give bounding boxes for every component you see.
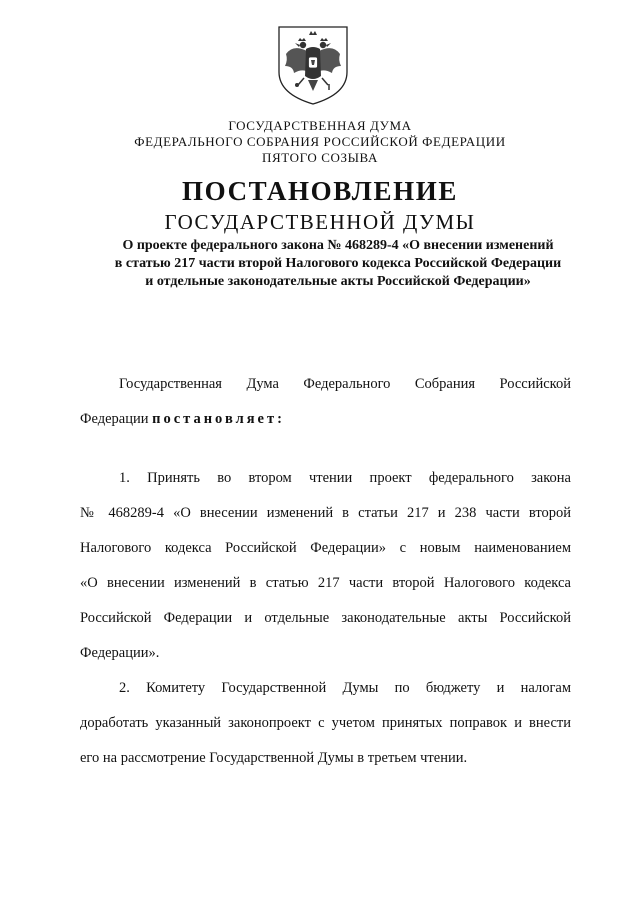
header-assembly: ФЕДЕРАЛЬНОГО СОБРАНИЯ РОССИЙСКОЙ ФЕДЕРАЦИИ bbox=[134, 134, 506, 149]
intro-line-2 bbox=[80, 411, 285, 428]
document-title: ПОСТАНОВЛЕНИЕ bbox=[182, 176, 458, 206]
subject-line-2: в статью 217 части второй Налогового кодекса Российской Федерации bbox=[114, 256, 562, 271]
subject-line-3: и отдельные законодательные акты Российской Федерации» bbox=[145, 274, 531, 289]
intro-subject: Федерации bbox=[80, 411, 149, 427]
state-emblem-icon bbox=[276, 24, 350, 106]
paragraph-1-line-3: Налогового кодекса Российской Федерации» с новым наименованием bbox=[80, 540, 571, 556]
header-convocation: ПЯТОГО СОЗЫВА bbox=[262, 150, 378, 165]
paragraph-1-line-2: № 468289-4 «О внесении изменений в статьи 217 и 238 части второй bbox=[80, 505, 571, 521]
intro-line-1: Государственная Дума Федерального Собрания Российской bbox=[119, 376, 571, 392]
paragraph-2-line-1: 2. Комитету Государственной Думы по бюджету и налогам bbox=[119, 680, 571, 696]
paragraph-1-line-1: 1. Принять во втором чтении проект федерального закона bbox=[119, 470, 571, 486]
document-subtitle: ГОСУДАРСТВЕННОЙ ДУМЫ bbox=[164, 210, 476, 234]
paragraph-1-line-4: «О внесении изменений в статью 217 части второй Налогового кодекса bbox=[80, 575, 571, 591]
intro-verb: постановляет: bbox=[152, 411, 285, 427]
paragraph-1-line-6: Федерации». bbox=[80, 645, 160, 661]
paragraph-2-line-2: доработать указанный законопроект с учетом принятых поправок и внести bbox=[80, 715, 571, 731]
paragraph-2-line-3: его на рассмотрение Государственной Думы в третьем чтении. bbox=[80, 750, 468, 766]
header-parliament: ГОСУДАРСТВЕННАЯ ДУМА bbox=[228, 118, 412, 133]
subject-line-1: О проекте федерального закона № 468289-4 «О внесении изменений bbox=[122, 238, 554, 253]
paragraph-1-line-5: Российской Федерации и отдельные законодательные акты Российской bbox=[80, 610, 571, 626]
